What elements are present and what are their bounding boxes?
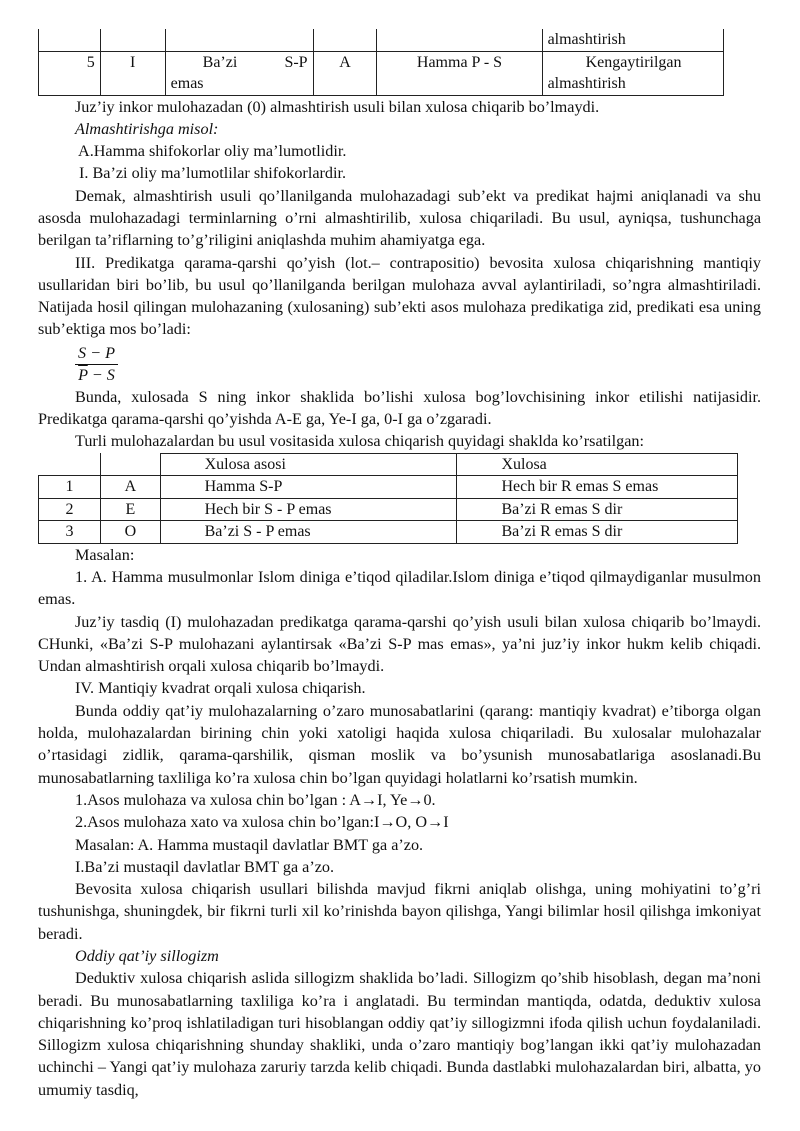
contraposition-formula (75, 343, 118, 386)
table-cell: Hamma P - S (377, 51, 542, 95)
paragraph: 1. A. Hamma musulmonlar Islom diniga e’tiqod qiladilar.Islom diniga e’tiqod qilmaydiganlar musulmon emas. (38, 567, 761, 609)
section-heading: Oddiy qat’iy sillogizm (75, 947, 219, 965)
paragraph: 2.Asos mulohaza xato va xulosa chin bo’lgan:I→O, O→I (75, 813, 449, 832)
paragraph: Masalan: (75, 545, 135, 564)
example-heading: Almashtirishga misol: (75, 119, 219, 138)
paragraph: I. Ba’zi oliy ma’lumotlilar shifokorlardir. (79, 164, 347, 183)
table-row (39, 51, 724, 95)
paragraph: Bevosita xulosa chiqarish usullari bilishda mavjud fikrni aniqlab olishga, uning mohiyatini to’g’ri tushunishga, shuningdek, bir fikrni turli xil ko’rinishda bayon qilishga, Yangi bilimlar hosil qilishga imkoniyat beradi. (38, 880, 761, 943)
paragraph: A.Hamma shifokorlar oliy ma’lumotlidir. (78, 142, 347, 161)
table-cell: almashtirish (542, 29, 723, 51)
paragraph: Demak, almashtirish usuli qo’llanilganda mulohazadagi sub’ekt va predikat hajmi aniqlanadi va shu asosda mulohazadagi terminlarning o’rni almashtirilib, xulosa chiqariladi. Bu usul, ayniqsa, tushunchaga berilgan ta’riflarning to’g’riligini aniqlashda muhim ahamiyatga ega. (38, 186, 761, 250)
paragraph: Deduktiv xulosa chiqarish aslida sillogizm shaklida bo’ladi. Sillogizm qo’shib hisoblash, degan ma’noni beradi. Bu munosabatlarning taxliliga ko’ra i anglatadi. Bu termindan mantiqda, odatda, deduktiv xulosa chiqarishning ko’proq ishlatiladigan turi hisoblangan oddiy qat’iy sillogizmni ifoda qilish uchun foydalaniladi. Sillogizm xulosa chiqarishning shunday shakliki, unda o’zaro mantiqiy bog’langan ikki qat’iy mulohazadan uchinchi – Yangi qat’iy mulohaza zaruriy tarzda kelib chiqadi. Bunda dastlabki mulohazalardan biri, albatta, yo umumiy tasdiq, (38, 969, 761, 1099)
paragraph: III. Predikatga qarama-qarshi qo’yish (lot.– contrapositio) bevosita xulosa chiqarishning mantiqiy usullaridan biri bo’lib, bu usul qo’llanilganda berilgan mulohaza avval aylantiriladi, so’ngra almashtiriladi. Natijada hosil qilingan mulohazaning (xulosaning) sub’ekti asos mulohaza predikatiga zid, predikati esa uning sub’ektiga mos bo’ladi: (38, 253, 761, 339)
table-header-cell: Xulosa asosi (160, 453, 457, 476)
table-row: 1 A Hamma S-P Hech bir R emas S emas (39, 476, 738, 499)
conversion-table-fragment (38, 29, 724, 96)
paragraph: Masalan: A. Hamma mustaqil davlatlar BMT ga a’zo. (75, 835, 424, 854)
table-cell: Ba’zi S-P emas (165, 51, 313, 95)
paragraph: Turli mulohazalardan bu usul vositasida xulosa chiqarish quyidagi shaklda ko’rsatilgan: (75, 432, 645, 451)
paragraph: Juz’iy inkor mulohazadan (0) almashtirish usuli bilan xulosa chiqarib bo’lmaydi. (75, 97, 600, 116)
table-cell: 5 (39, 51, 101, 95)
table-row: 3 O Ba’zi S - P emas Ba’zi R emas S dir (39, 521, 738, 544)
table-row (39, 29, 724, 51)
document-page (38, 29, 761, 1101)
contraposition-table (38, 453, 738, 544)
table-cell: A (313, 51, 377, 95)
formula-denominator: $\overline{P} - S$ (78, 365, 115, 384)
table-cell: I (100, 51, 165, 95)
paragraph: Bunda, xulosada S ning inkor shaklida bo’lishi xulosa bog’lovchisining inkor etilishi natijasidir. Predikatga qarama-qarshi qo’yishda A-E ga, Ye-I ga, 0-I ga o’zgaradi. (38, 387, 761, 429)
paragraph: Bunda oddiy qat’iy mulohazalarning o’zaro munosabatlarini (qarang: mantiqiy kvadrat) e’tiborga olgan holda, mulohazalardan birining chin yoki xatoligi haqida xulosa chiqariladi. Bu xulosalar mulohazalar o’rtasidagi zidlik, qarama-qarshilik, qisman moslik va bo’ysunish munosabatlariga asoslanadi.Bu munosabatlarning taxliliga ko’ra xulosa chin bo’lgan quyidagi holatlarni ko’rsatish mumkin. (38, 701, 761, 787)
formula-numerator: S − P (75, 343, 118, 365)
table-cell: Kengaytirilgan almashtirish (542, 51, 723, 95)
paragraph: Juz’iy tasdiq (I) mulohazadan predikatga qarama-qarshi qo’yish usuli bilan xulosa chiqarib bo’lmaydi. CHunki, «Ba’zi S-P mulohazani aylantirsak «Ba’zi S-P mas emas», ya’ni juz’iy inkor hukm kelib chiqadi. Undan almashtirish orqali xulosa chiqarib bo’lmaydi. (38, 612, 761, 676)
paragraph: IV. Mantiqiy kvadrat orqali xulosa chiqarish. (75, 679, 366, 698)
table-row: 2 E Hech bir S - P emas Ba’zi R emas S dir (39, 498, 738, 521)
table-header-cell: Xulosa (457, 453, 738, 476)
paragraph: 1.Asos mulohaza va xulosa chin bo’lgan : A→I, Ye→0. (75, 790, 436, 809)
table-header-row (39, 453, 738, 476)
paragraph: I.Ba’zi mustaqil davlatlar BMT ga a’zo. (75, 857, 335, 876)
